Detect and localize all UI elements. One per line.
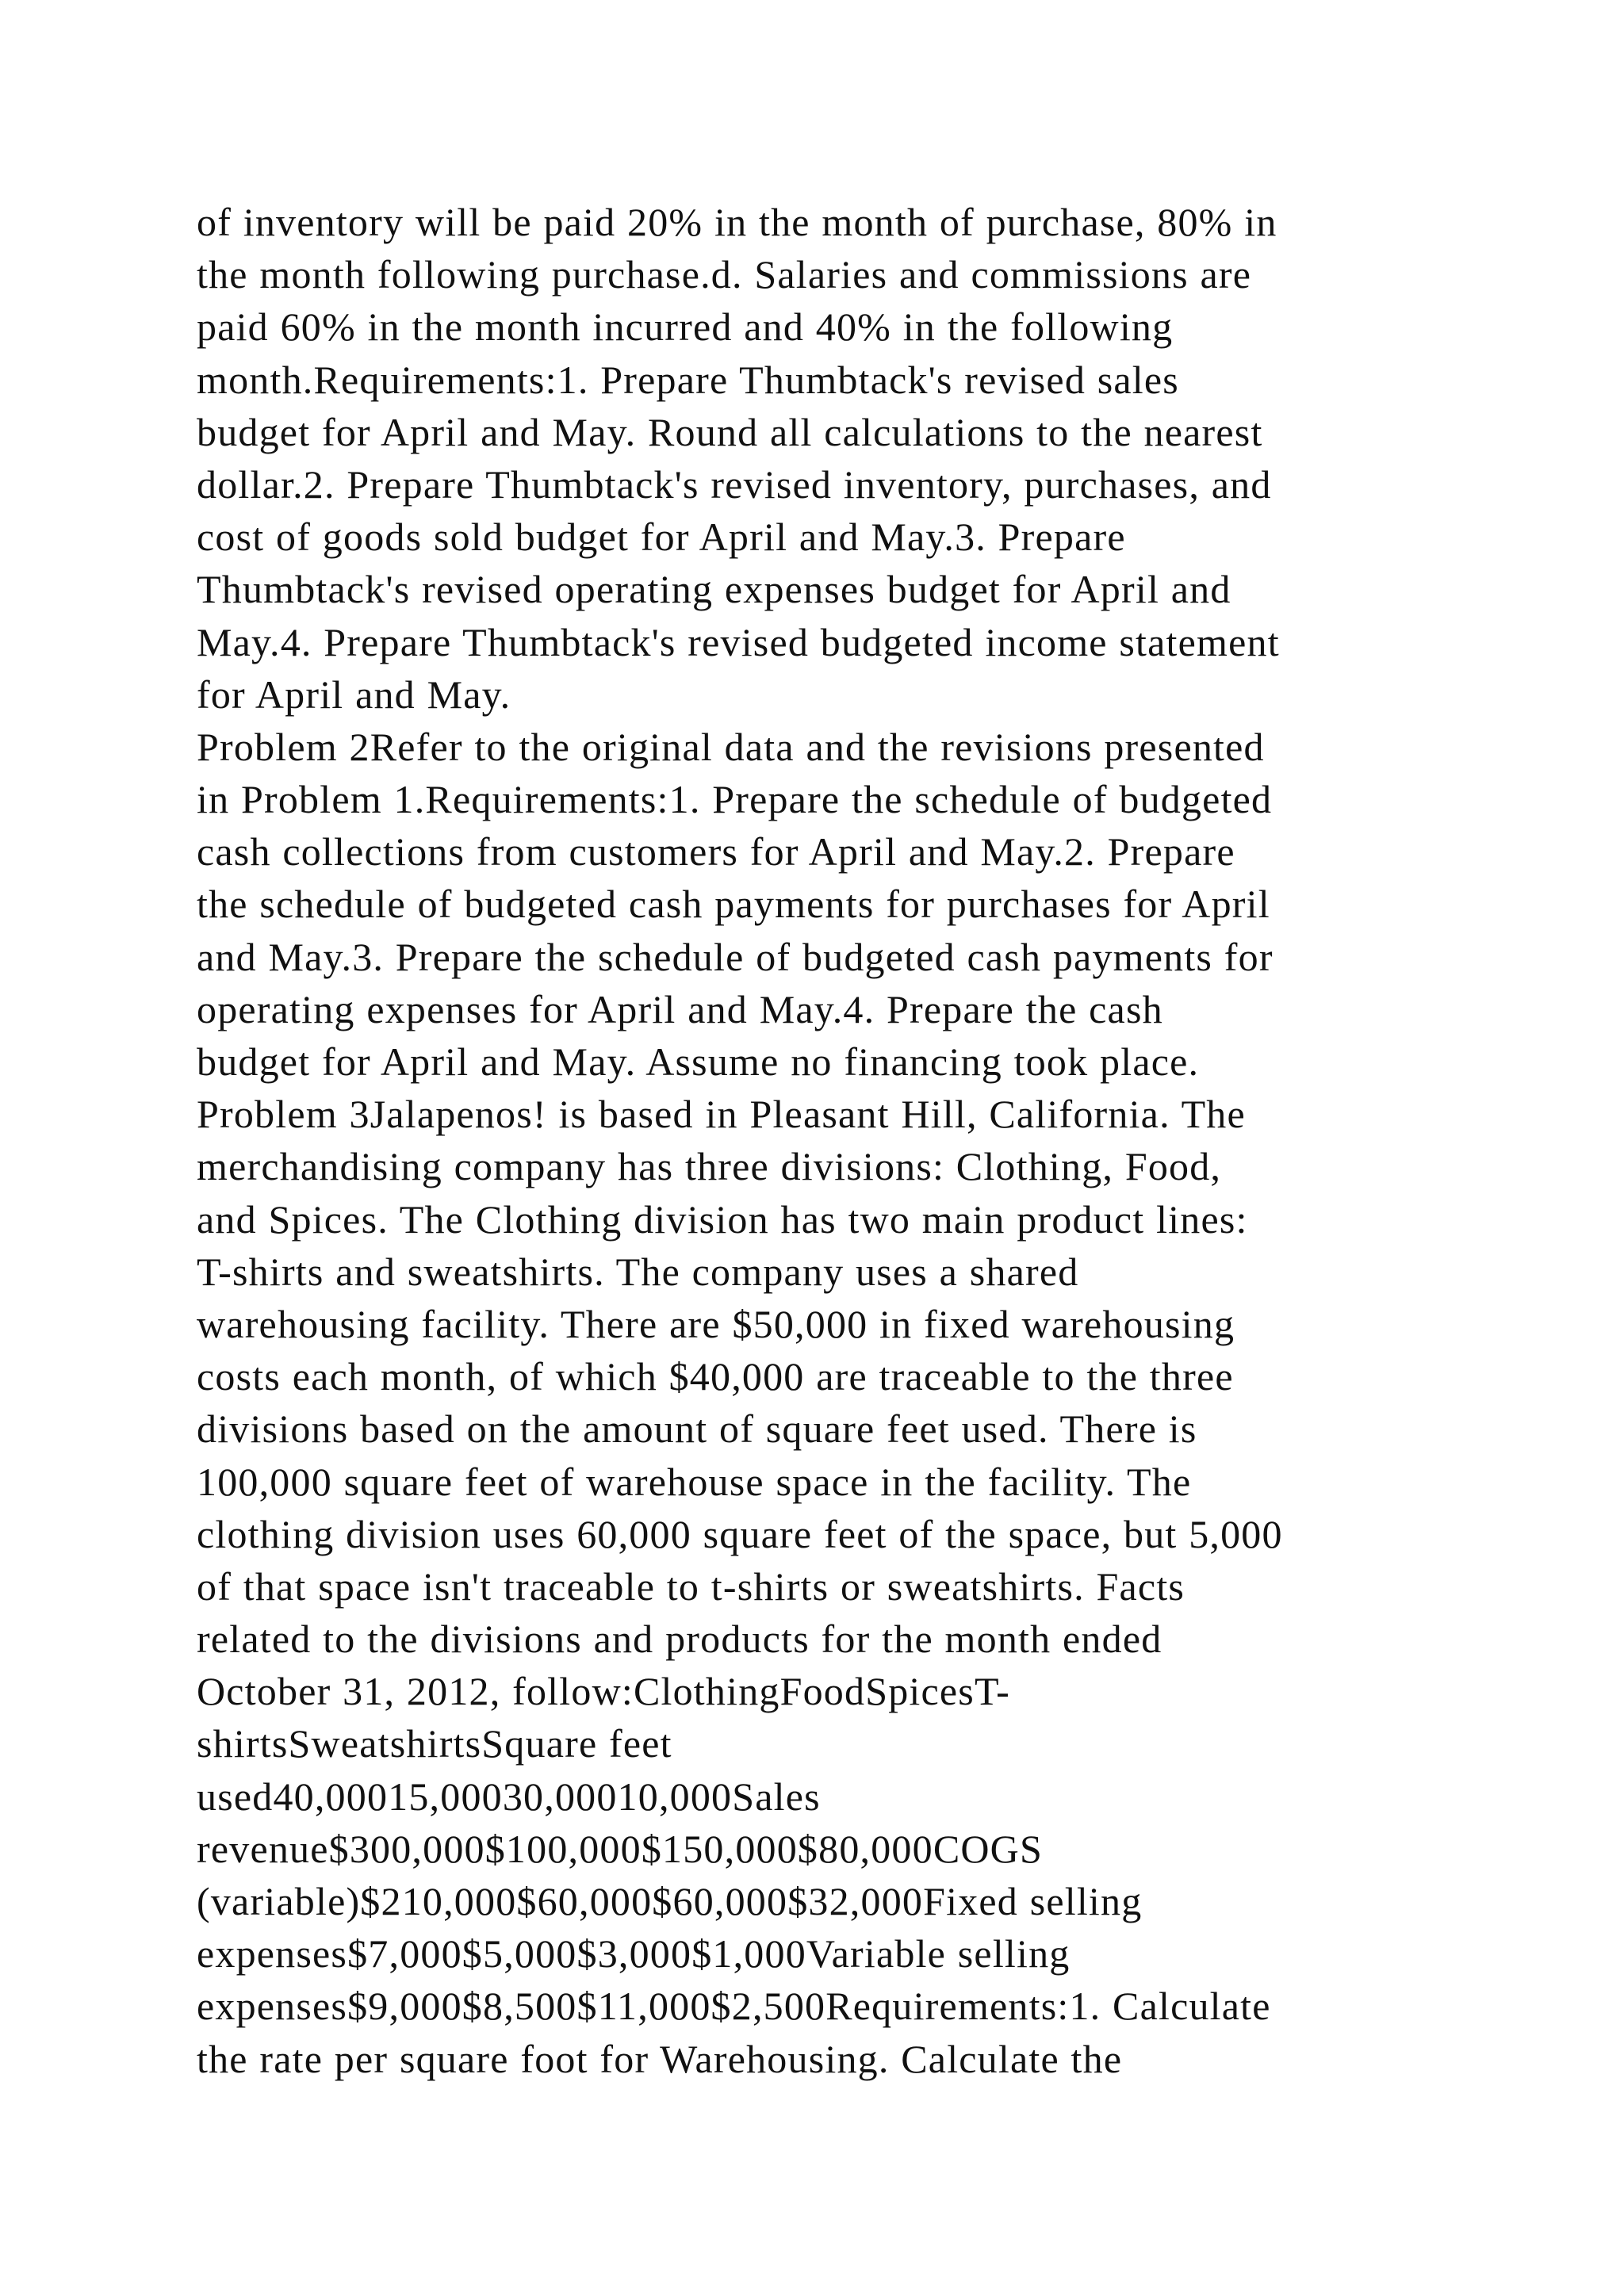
text-line: Thumbtack's revised operating expenses budget for April and: [197, 567, 1231, 612]
text-line: of inventory will be paid 20% in the month of purchase, 80% in: [197, 200, 1277, 244]
text-line: Problem 2Refer to the original data and the revisions presented: [197, 724, 1265, 769]
document-body-text: [197, 196, 1450, 2085]
text-line: paid 60% in the month incurred and 40% in the following: [197, 304, 1174, 350]
text-line: the schedule of budgeted cash payments for purchases for April: [197, 882, 1270, 927]
text-line: costs each month, of which $40,000 are traceable to the three: [197, 1354, 1234, 1399]
text-line: revenue$300,000$100,000$150,000$80,000COGS: [197, 1826, 1044, 1871]
text-line: budget for April and May. Assume no financing took place.: [197, 1039, 1200, 1084]
text-line: dollar.2. Prepare Thumbtack's revised inventory, purchases, and: [197, 461, 1272, 507]
text-line: used40,00015,00030,00010,000Sales: [197, 1774, 821, 1819]
text-line: related to the divisions and products for the month ended: [197, 1617, 1162, 1662]
text-line: warehousing facility. There are $50,000 in fixed warehousing: [197, 1301, 1235, 1346]
text-line: in Problem 1.Requirements:1. Prepare the schedule of budgeted: [197, 777, 1273, 822]
text-line: and Spices. The Clothing division has two main product lines:: [197, 1196, 1248, 1242]
text-line: the month following purchase.d. Salaries and commissions are: [197, 252, 1252, 297]
text-line: for April and May.: [197, 672, 511, 717]
text-line: operating expenses for April and May.4. Prepare the cash: [197, 986, 1163, 1031]
text-line: expenses$7,000$5,000$3,000$1,000Variable selling: [197, 1931, 1071, 1976]
text-line: clothing division uses 60,000 square feet of the space, but 5,000: [197, 1511, 1283, 1556]
text-line: budget for April and May. Round all calculations to the nearest: [197, 409, 1263, 454]
text-line: (variable)$210,000$60,000$60,000$32,000Fixed selling: [197, 1879, 1143, 1923]
text-line: divisions based on the amount of square feet used. There is: [197, 1406, 1197, 1452]
text-line: shirtsSweatshirtsSquare feet: [197, 1721, 672, 1766]
text-line: merchandising company has three divisions: Clothing, Food,: [197, 1144, 1222, 1189]
text-line: T-shirts and sweatshirts. The company uses a shared: [197, 1249, 1079, 1294]
text-line: and May.3. Prepare the schedule of budgeted cash payments for: [197, 934, 1274, 979]
text-line: expenses$9,000$8,500$11,000$2,500Requirements:1. Calculate: [197, 1984, 1271, 2029]
text-line: 100,000 square feet of warehouse space in the facility. The: [197, 1459, 1192, 1504]
text-line: cost of goods sold budget for April and May.3. Prepare: [197, 515, 1126, 560]
text-line: cash collections from customers for April and May.2. Prepare: [197, 829, 1235, 874]
text-line: May.4. Prepare Thumbtack's revised budgeted income statement: [197, 619, 1280, 664]
text-line: Problem 3Jalapenos! is based in Pleasant Hill, California. The: [197, 1092, 1246, 1137]
text-line: of that space isn't traceable to t-shirts or sweatshirts. Facts: [197, 1563, 1185, 1609]
text-line: the rate per square foot for Warehousing. Calculate the: [197, 2036, 1123, 2081]
text-line: October 31, 2012, follow:ClothingFoodSpicesT-: [197, 1669, 1010, 1714]
text-line: month.Requirements:1. Prepare Thumbtack's revised sales: [197, 357, 1179, 402]
